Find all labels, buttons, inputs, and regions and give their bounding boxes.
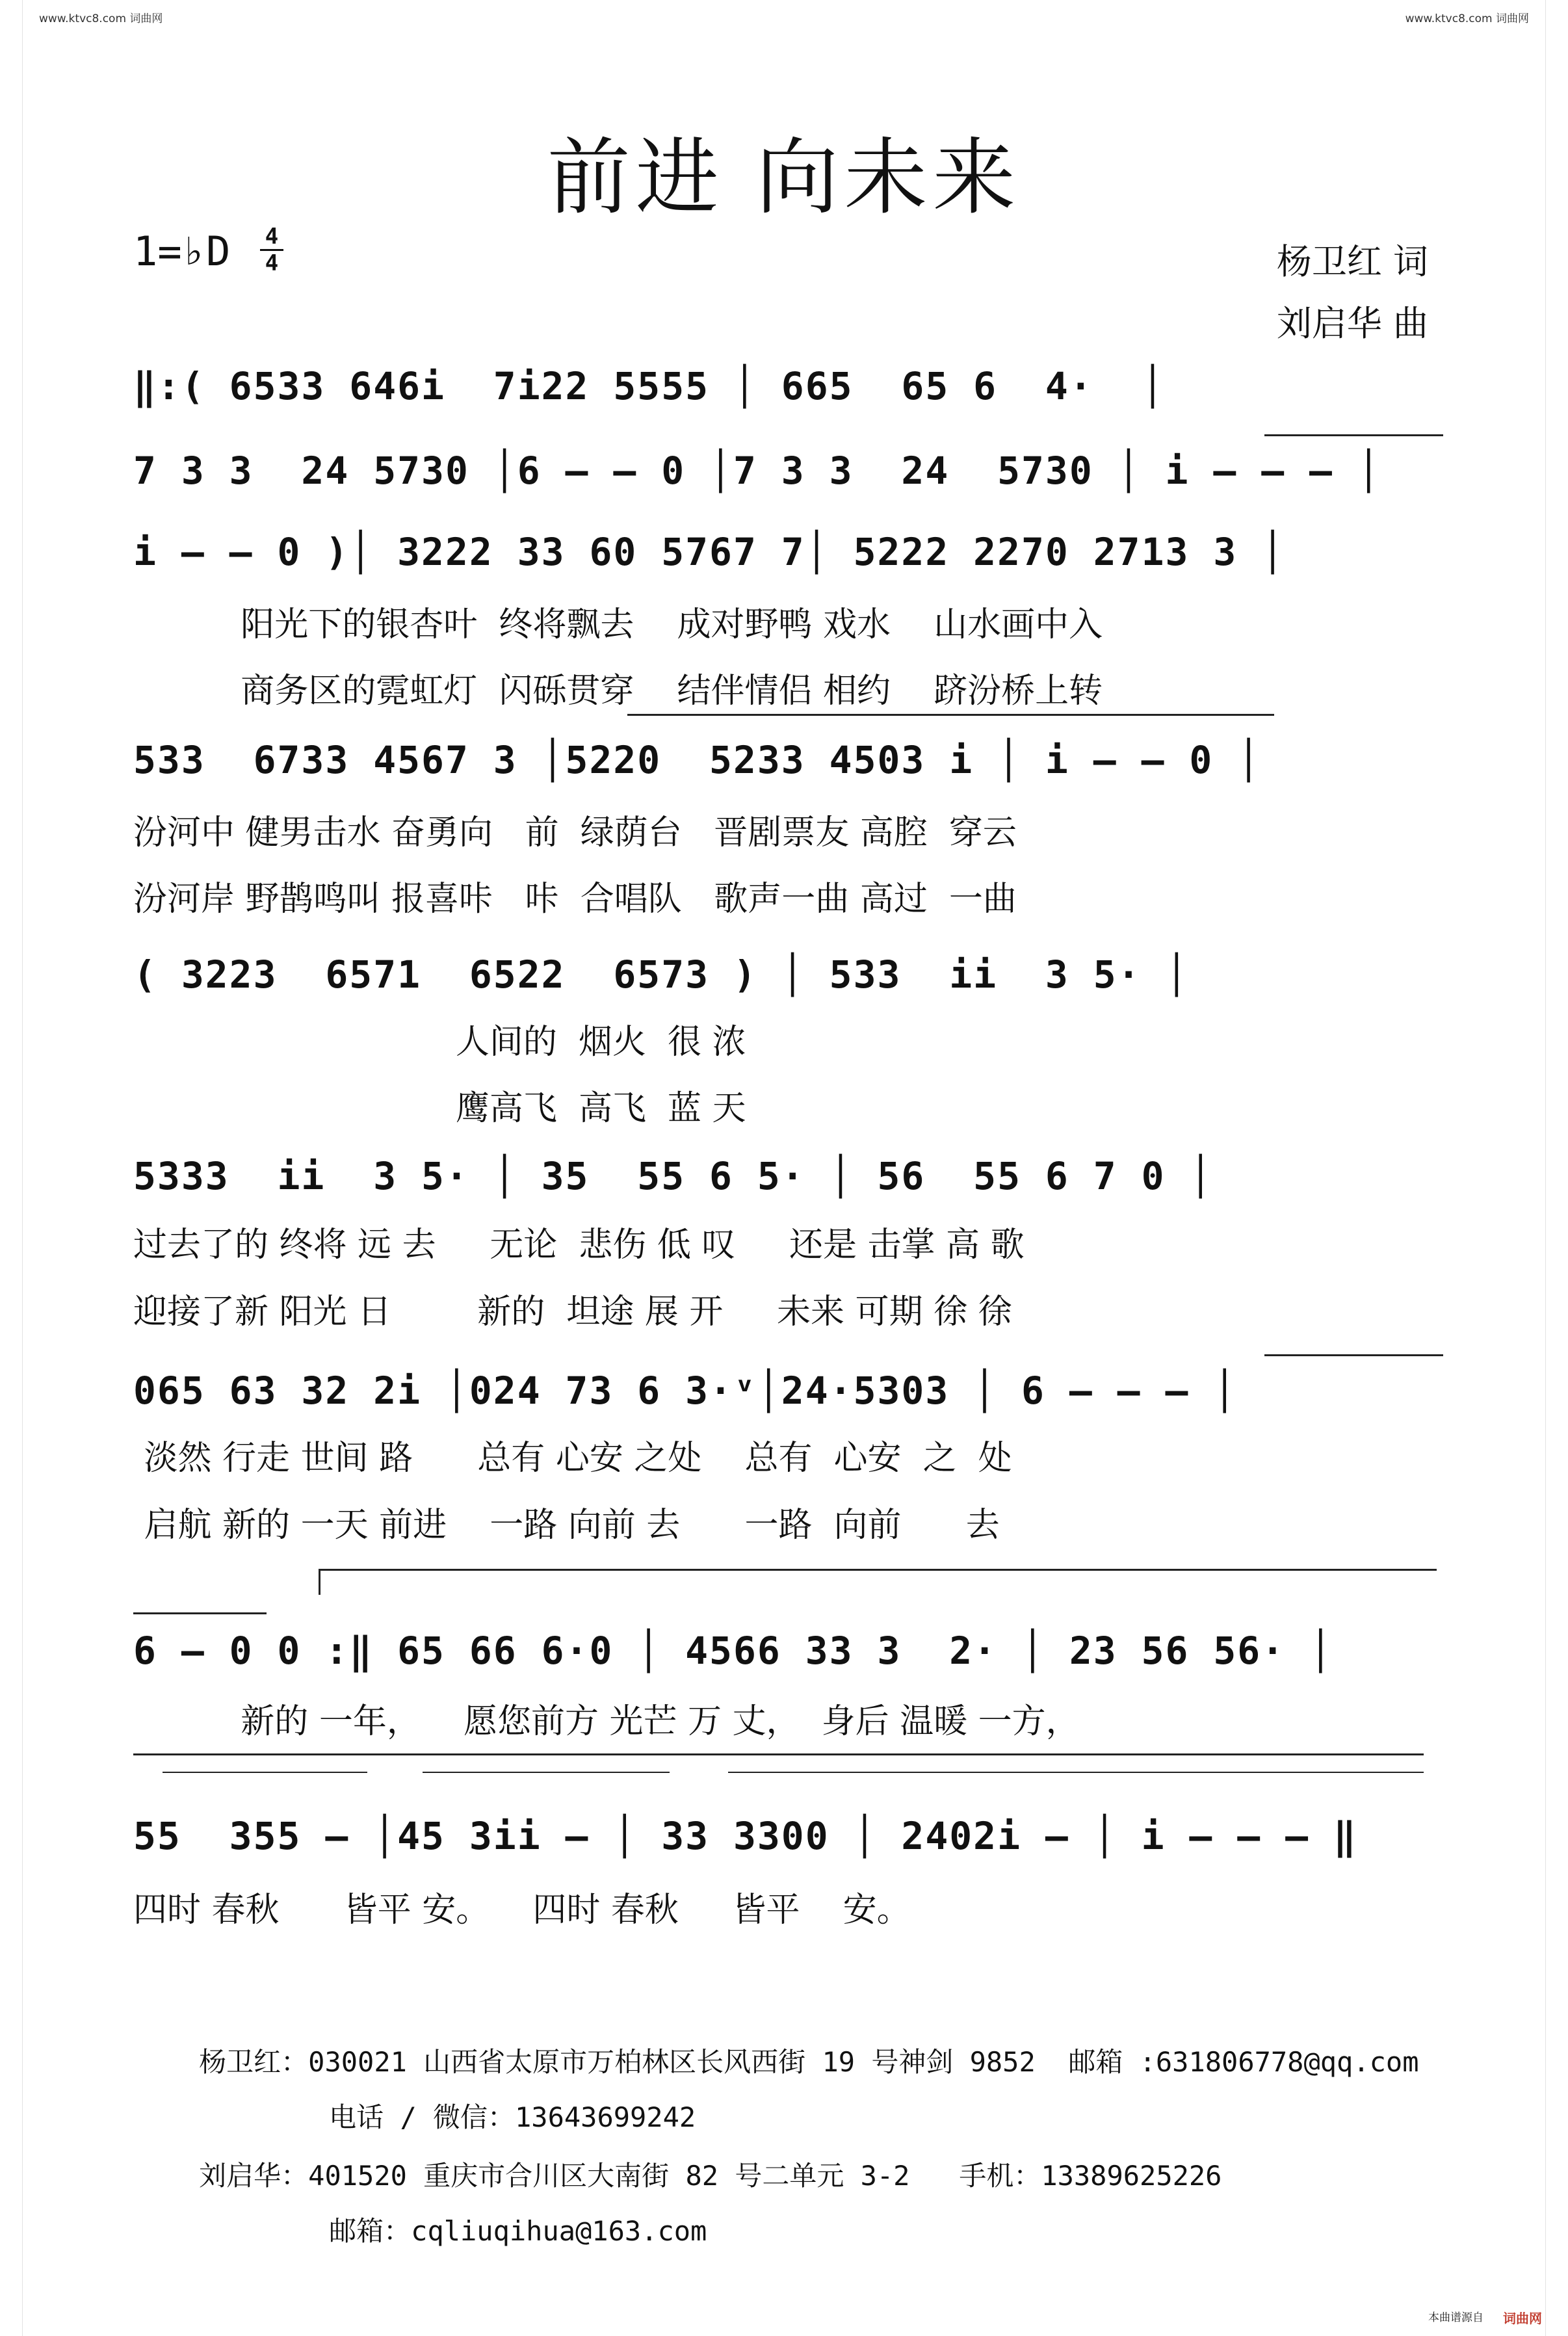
lyric-line-verse1: 淡然 行走 世间 路 总有 心安 之处 总有 心安 之 处: [133, 1439, 1012, 1478]
lyric-line-chorus: 新的 一年， 愿您前方 光芒 万 丈， 身后 温暖 一方，: [133, 1702, 1080, 1741]
time-signature: [260, 224, 283, 276]
footer-source-label: 本曲谱源自: [1428, 2311, 1483, 2324]
phrase-line: [133, 1753, 1424, 1755]
ending-bracket-tick: [319, 1569, 320, 1595]
score-line: 533 6733 4567 3 │5220 5233 4503 i │ i – – 0 │: [133, 738, 1262, 782]
lyric-line-verse2: 启航 新的 一天 前进 一路 向前 去 一路 向前 去: [133, 1506, 1000, 1545]
lyric-line-verse1: 人间的 烟火 很 浓: [133, 1023, 746, 1062]
phrase-line: [627, 714, 1274, 716]
score-line: ‖:( 6533 646i 7i22 5555 │ 665 65 6 4· │: [133, 364, 1166, 408]
lyric-line-verse2: 迎接了新 阳光 日 新的 坦途 展 开 未来 可期 徐 徐: [133, 1293, 1012, 1332]
lyric-line-verse1: 过去了的 终将 远 去 无论 悲伤 低 叹 还是 击掌 高 歌: [133, 1226, 1025, 1265]
contact-composer-email: [263, 2178, 707, 2281]
score-line: 065 63 32 2i │024 73 6 3·ᵛ│24·5303 │ 6 – – – │: [133, 1369, 1238, 1413]
key-signature: 1=♭D: [133, 228, 231, 275]
tie-line: [1264, 1354, 1443, 1356]
lyric-line-verse2: 汾河岸 野鹊鸣叫 报喜咔 咔 合唱队 歌声一曲 高过 一曲: [133, 880, 1017, 919]
site-watermark-left: www.ktvc8.com 词曲网: [39, 12, 163, 25]
left-margin-strip: [0, 0, 23, 2336]
score-line: i – – 0 )│ 3222 33 60 5767 7│ 5222 2270 2713 3 │: [133, 530, 1286, 574]
crescendo-mark: [163, 1772, 367, 1773]
contact-label: 杨卫红：: [199, 2046, 309, 2078]
contact-text: 邮箱：cqliuqihua@163.com: [329, 2215, 707, 2247]
crescendo-mark: [728, 1772, 1424, 1773]
contact-text: 401520 重庆市合川区大南街 82 号二单元 3-2 手机：13389625226: [308, 2160, 1222, 2192]
time-bottom: 4: [260, 249, 283, 276]
lyric-line-verse1: 阳光下的银杏叶 终将飘去 成对野鸭 戏水 山水画中入: [133, 605, 1103, 644]
tie-line: [133, 1612, 267, 1614]
lyric-line-verse1: 汾河中 健男击水 奋勇向 前 绿荫台 晋剧票友 高腔 穿云: [133, 813, 1017, 852]
site-watermark-right: www.ktvc8.com 词曲网: [1405, 12, 1529, 25]
time-top: 4: [265, 224, 279, 250]
crescendo-mark: [423, 1772, 670, 1773]
footer-site-logo: 词曲网: [1503, 2311, 1542, 2326]
score-line: 6 – 0 0 :‖ 65 66 6·0 │ 4566 33 3 2· │ 23 56 56· │: [133, 1629, 1333, 1673]
lyric-line-verse2: 商务区的霓虹灯 闪砾贯穿 结伴情侣 相约 跻汾桥上转: [133, 672, 1103, 711]
right-margin-strip: [1545, 0, 1568, 2336]
lyricist-credit: 杨卫红 词: [1276, 241, 1428, 282]
song-title: 前进 向未来: [547, 129, 1021, 226]
score-line: ( 3223 6571 6522 6573 ) │ 533 ii 3 5· │: [133, 952, 1190, 997]
lyric-line-ending: 四时 春秋 皆平 安。 四时 春秋 皆平 安。: [133, 1891, 911, 1930]
contact-text: 030021 山西省太原市万柏林区长风西街 19 号神剑 9852 邮箱 :631806778@qq.com: [308, 2046, 1419, 2078]
score-line: 7 3 3 24 5730 │6 – – 0 │7 3 3 24 5730 │ i – – – │: [133, 449, 1381, 493]
tie-line: [1264, 434, 1443, 436]
composer-credit: 刘启华 曲: [1276, 303, 1428, 344]
contact-label: 刘启华：: [199, 2160, 309, 2192]
score-line: 5333 ii 3 5· │ 35 55 6 5· │ 56 55 6 7 0 │: [133, 1154, 1214, 1198]
ending-bracket-line: [319, 1569, 1437, 1571]
lyric-line-verse2: 鹰高飞 高飞 蓝 天: [133, 1089, 746, 1128]
score-line: 55 355 – │45 3ii – │ 33 3300 │ 2402i – │ i – – – ‖: [133, 1814, 1357, 1858]
contact-text: 电话 / 微信：13643699242: [329, 2101, 696, 2133]
